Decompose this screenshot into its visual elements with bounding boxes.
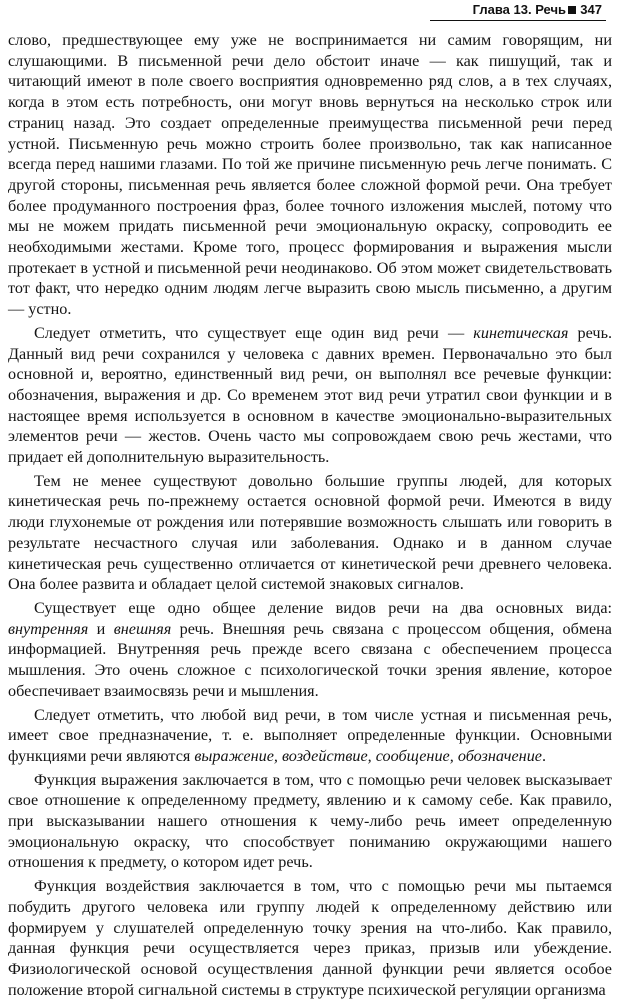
text-run: Существует еще одно общее деление видов речи на два основных вида: — [34, 598, 612, 617]
square-bullet-icon — [568, 6, 576, 14]
paragraph — [8, 598, 612, 702]
text-run: Функция воздействия заключается в том, что с помощью речи мы пытаемся побудить другого человека или группу людей к определенному действию или формируем у слушателей определенную точку зрения на что-либо. Как правило, данная функция речи осуществляется через приказ, призыв или убеждение. Физиологической основой осуществления данной функции речи является особое положение второй сигнальной системы в структуре психической регуляции организма — [8, 877, 612, 999]
text-run: речь. Данный вид речи сохранился у человека с давних времен. Первоначально это был основной и, вероятно, единственный вид речи, он выполнял все речевые функции: обозначения, выражения и др. Со временем этот вид речи утратил свои функции и в настоящее время используется в основном в качестве эмоционально-выразительных элементов речи — жестов. Очень часто мы сопровождаем свою речь жестами, что придает ей дополнительную выразительность. — [8, 323, 612, 467]
paragraph — [8, 705, 612, 767]
paragraph — [8, 471, 612, 595]
text-run: Следует отметить, что любой вид речи, в том числе устная и письменная речь, имеет свое предназначение, т. е. выполняет определенные функции. Основными функциями речи являются — [8, 705, 612, 765]
italic-term: кинетическая — [473, 323, 569, 342]
text-run: и — [88, 619, 114, 638]
paragraph — [8, 323, 612, 468]
text-run: Следует отметить, что существует еще один вид речи — — [34, 323, 474, 342]
text-run: речь. Внешняя речь связана с процессом общения, обмена информацией. Внутренняя речь прежде всего связана с обеспечением процесса мышления. Это очень сложное с психологической точки зрения явление, которое обеспечивает взаимосвязь речи и мышления. — [8, 619, 612, 700]
chapter-title: Глава 13. Речь — [472, 2, 566, 17]
paragraph — [8, 30, 612, 320]
text-run: Тем не менее существуют довольно большие группы людей, для которых кинетическая речь по-прежнему остается основной формой речи. Имеются в виду люди глухонемые от рождения или потерявшие возможность слышать или говорить в результате несчастного случая или заболевания. Однако и в данном случае кинетическая речь существенно отличается от кинетической речи древнего человека. Она более развита и обладает целой системой знаковых сигналов. — [8, 471, 612, 594]
italic-term: выражение, воздействие, сообщение, обозначение — [194, 746, 542, 765]
paragraph — [8, 876, 612, 1000]
body-text — [8, 30, 612, 1003]
page-number: 347 — [580, 2, 602, 17]
text-run: Функция выражения заключается в том, что с помощью речи человек высказывает свое отношение к определенному предмету, явлению и к самому себе. Как правило, при высказывании нашего отношения к чему-либо речь имеет определенную эмоциональную окраску, что способствует пониманию окружающими нашего отношения к предмету, о котором идет речь. — [8, 770, 612, 872]
paragraph — [8, 770, 612, 874]
running-header — [0, 0, 610, 22]
italic-term: внешняя — [113, 619, 172, 638]
header-rule — [430, 20, 606, 21]
text-run: слово, предшествующее ему уже не воспринимается ни самим говорящим, ни слушающими. В письменной речи дело обстоит иначе — как пишущий, так и читающий имеют в поле своего восприятия одновременно ряд слов, а в тех случаях, когда в этом есть потребность, они могут вновь вернуться на несколько строк или страниц назад. Это создает определенные преимущества письменной речи перед устной. Письменную речь можно строить более произвольно, так как написанное всегда перед нашими глазами. По той же причине письменную речь легче понимать. С другой стороны, письменная речь является более сложной формой речи. Она требует более продуманного построения фраз, более точного изложения мыслей, потому что мы не можем придать письменной речи эмоциональную окраску, сопроводить ее необходимыми жестами. Кроме того, процесс формирования и выражения мысли протекает в устной и письменной речи неодинаково. Об этом может свидетельствовать тот факт, что нередко одним людям легче выразить свою мысль письменно, а другим — устно. — [8, 31, 612, 319]
italic-term: внутренняя — [8, 619, 89, 638]
text-run: . — [541, 746, 547, 765]
